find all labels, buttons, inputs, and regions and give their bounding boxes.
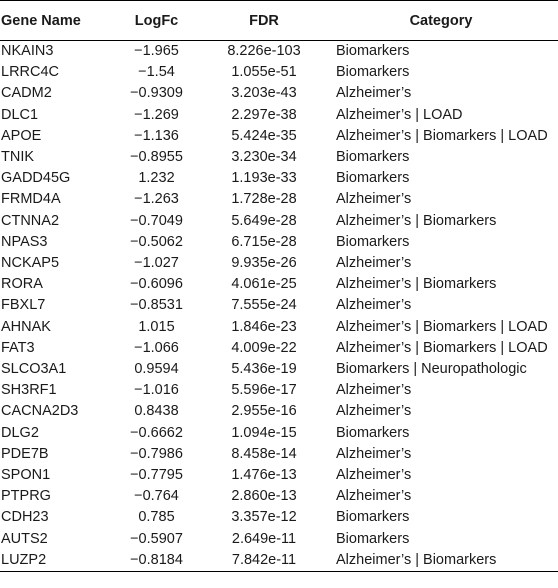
logfc-cell: 1.015 <box>138 318 175 335</box>
table-row <box>0 401 558 422</box>
logfc-cell: −0.8531 <box>130 297 183 314</box>
category-cell: Biomarkers <box>336 424 410 441</box>
category-cell: Alzheimer’s <box>336 382 412 399</box>
table-row <box>0 359 558 380</box>
table-row <box>0 62 558 83</box>
fdr-cell: 2.649e-11 <box>231 530 297 547</box>
category-cell: Alzheimer’s <box>336 488 412 505</box>
header-gene-name: Gene Name <box>0 1 109 41</box>
table-row <box>0 41 558 63</box>
fdr-cell: 7.555e-24 <box>231 297 297 314</box>
logfc-cell: −0.5062 <box>130 233 183 250</box>
fdr-cell: 8.226e-103 <box>227 43 301 59</box>
table-row <box>0 189 558 210</box>
fdr-cell: 1.055e-51 <box>231 64 297 81</box>
gene-name-cell: SPON1 <box>1 467 51 484</box>
category-cell: Alzheimer’s | Biomarkers | LOAD <box>336 318 548 335</box>
fdr-cell: 5.436e-19 <box>231 361 297 378</box>
fdr-cell: 5.424e-35 <box>231 127 297 144</box>
category-cell: Alzheimer’s <box>336 255 412 272</box>
table-row <box>0 83 558 104</box>
logfc-cell: −0.6662 <box>130 424 183 441</box>
logfc-cell: −0.764 <box>134 488 179 505</box>
category-cell: Biomarkers <box>336 170 410 187</box>
logfc-cell: −1.269 <box>134 106 179 123</box>
category-cell: Alzheimer’s | Biomarkers <box>324 550 558 572</box>
gene-name-cell: LRRC4C <box>1 64 60 81</box>
fdr-cell: 2.297e-38 <box>231 106 297 123</box>
logfc-cell: −0.6096 <box>130 276 183 293</box>
category-cell: Alzheimer’s <box>336 445 412 462</box>
gene-name-cell: TNIK <box>1 149 35 166</box>
gene-name-cell: FBXL7 <box>1 297 46 314</box>
logfc-cell: −1.965 <box>134 43 179 59</box>
table-row <box>0 126 558 147</box>
gene-name-cell: CTNNA2 <box>1 212 60 229</box>
logfc-cell: −1.263 <box>134 191 179 208</box>
logfc-cell: 0.8438 <box>134 403 179 420</box>
gene-name-cell: RORA <box>1 276 43 293</box>
header-logfc: LogFc <box>109 1 204 41</box>
logfc-cell: −0.5907 <box>130 530 183 547</box>
logfc-cell: −1.016 <box>134 382 179 399</box>
logfc-cell: −1.066 <box>134 339 179 356</box>
gene-name-cell: SH3RF1 <box>1 382 57 399</box>
gene-name-cell: DLG2 <box>1 424 39 441</box>
logfc-cell: −0.7986 <box>130 445 183 462</box>
fdr-cell: 9.935e-26 <box>231 255 297 272</box>
logfc-cell: −0.8955 <box>130 149 183 166</box>
category-cell: Alzheimer’s | Biomarkers <box>336 212 497 229</box>
logfc-cell: −1.027 <box>134 255 179 272</box>
header-fdr: FDR <box>204 1 324 41</box>
gene-name-cell: NPAS3 <box>1 233 48 250</box>
fdr-cell: 5.649e-28 <box>231 212 297 229</box>
gene-name-cell: DLC1 <box>1 106 39 123</box>
table-row <box>0 507 558 528</box>
table-row <box>0 444 558 465</box>
fdr-cell: 1.193e-33 <box>231 170 297 187</box>
table-row <box>0 147 558 168</box>
table-row <box>0 486 558 507</box>
category-cell: Biomarkers <box>336 233 410 250</box>
fdr-cell: 2.955e-16 <box>231 403 297 420</box>
gene-name-cell: FRMD4A <box>1 191 61 208</box>
table-row <box>0 105 558 126</box>
category-cell: Alzheimer’s | Biomarkers | LOAD <box>336 127 548 144</box>
table-row <box>0 253 558 274</box>
gene-name-cell: AHNAK <box>1 318 51 335</box>
fdr-cell: 3.230e-34 <box>231 149 297 166</box>
category-cell: Alzheimer’s | Biomarkers <box>336 276 497 293</box>
gene-name-cell: PDE7B <box>1 445 49 462</box>
category-cell: Alzheimer’s <box>336 297 412 314</box>
table-row <box>0 317 558 338</box>
gene-name-cell: APOE <box>1 127 42 144</box>
category-cell: Biomarkers <box>336 530 410 547</box>
fdr-cell: 8.458e-14 <box>231 445 297 462</box>
table-row <box>0 338 558 359</box>
category-cell: Alzheimer’s <box>336 403 412 420</box>
gene-name-cell: FAT3 <box>1 339 35 356</box>
table-row <box>0 550 558 572</box>
gene-name-cell: CACNA2D3 <box>1 403 79 420</box>
table-body <box>0 41 558 572</box>
fdr-cell: 1.846e-23 <box>231 318 297 335</box>
table-row <box>0 423 558 444</box>
table-row <box>0 168 558 189</box>
logfc-cell: −0.7795 <box>130 467 183 484</box>
logfc-cell: −0.8184 <box>109 550 204 572</box>
gene-name-cell: CADM2 <box>1 85 52 102</box>
table-row <box>0 529 558 550</box>
fdr-cell: 4.009e-22 <box>231 339 297 356</box>
gene-name-cell: NCKAP5 <box>1 255 60 272</box>
table-row <box>0 380 558 401</box>
category-cell: Biomarkers <box>336 149 410 166</box>
table-row <box>0 274 558 295</box>
category-cell: Biomarkers | Neuropathologic <box>336 361 527 378</box>
logfc-cell: −0.7049 <box>130 212 183 229</box>
header-row <box>0 1 558 41</box>
gene-name-cell: SLCO3A1 <box>1 361 67 378</box>
logfc-cell: 0.785 <box>138 509 175 526</box>
logfc-cell: −1.54 <box>138 64 175 81</box>
table-row <box>0 295 558 316</box>
category-cell: Alzheimer’s | Biomarkers | LOAD <box>336 339 548 356</box>
gene-name-cell: CDH23 <box>1 509 49 526</box>
fdr-cell: 3.203e-43 <box>231 85 297 102</box>
fdr-cell: 6.715e-28 <box>231 233 297 250</box>
logfc-cell: 1.232 <box>138 170 175 187</box>
category-cell: Alzheimer’s <box>336 191 412 208</box>
logfc-cell: −0.9309 <box>130 85 183 102</box>
category-cell: Alzheimer’s <box>336 467 412 484</box>
fdr-cell: 1.094e-15 <box>231 424 297 441</box>
fdr-cell: 1.728e-28 <box>231 191 297 208</box>
table-row <box>0 211 558 232</box>
fdr-cell: 2.860e-13 <box>231 488 297 505</box>
fdr-cell: 7.842e-11 <box>204 550 324 572</box>
fdr-cell: 1.476e-13 <box>231 467 297 484</box>
gene-name-cell: PTPRG <box>1 488 51 505</box>
gene-name-cell: NKAIN3 <box>1 43 54 59</box>
category-cell: Biomarkers <box>336 509 410 526</box>
category-cell: Alzheimer’s <box>336 85 412 102</box>
gene-name-cell: GADD45G <box>1 170 71 187</box>
logfc-cell: −1.136 <box>134 127 179 144</box>
fdr-cell: 5.596e-17 <box>231 382 297 399</box>
gene-name-cell: AUTS2 <box>1 530 48 547</box>
logfc-cell: 0.9594 <box>134 361 179 378</box>
table-row <box>0 465 558 486</box>
table-row <box>0 232 558 253</box>
fdr-cell: 3.357e-12 <box>231 509 297 526</box>
fdr-cell: 4.061e-25 <box>231 276 297 293</box>
table-header <box>0 1 558 41</box>
header-category: Category <box>324 1 558 41</box>
category-cell: Biomarkers <box>336 64 410 81</box>
gene-name-cell: LUZP2 <box>0 550 109 572</box>
category-cell: Biomarkers <box>336 43 410 59</box>
category-cell: Alzheimer’s | LOAD <box>336 106 463 123</box>
